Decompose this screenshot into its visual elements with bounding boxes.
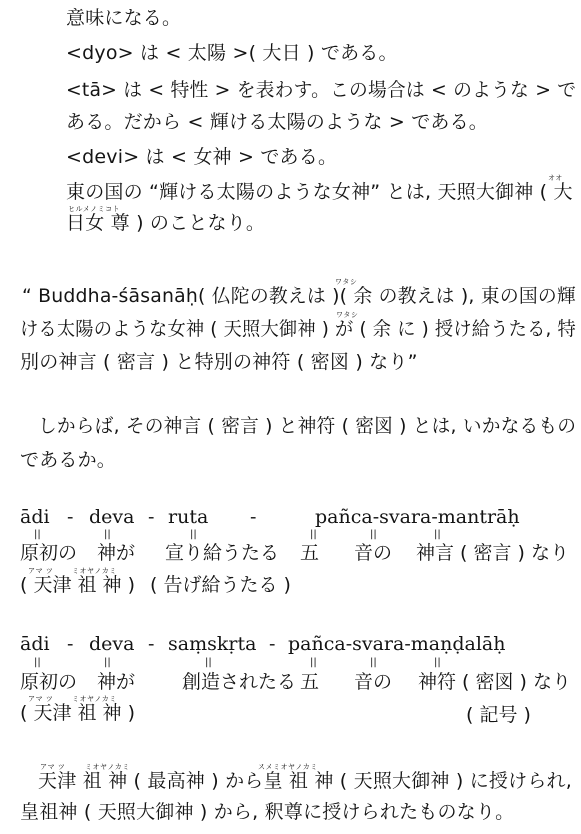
ruby-text: スメミオヤノカミ (258, 763, 318, 771)
equals-mark: || (205, 657, 212, 668)
gloss-sub: ( 記号 ) (466, 704, 531, 726)
ruby-text: アマ ツ (40, 763, 66, 771)
gloss-word: 音の (354, 542, 393, 564)
equals-mark: || (434, 657, 441, 668)
equals-mark: || (190, 529, 197, 540)
sanskrit-word: ādi (20, 506, 50, 528)
gloss-word: 神符 ( 密図 ) なり (418, 671, 571, 693)
sanskrit-dash: - (148, 633, 155, 655)
sanskrit-word: pañca-svara-mantrāḥ (315, 506, 520, 528)
ruby-text: ヒルメノミコト (68, 205, 121, 213)
gloss-word: 創造されたる (182, 671, 297, 693)
text-line: 天津 祖 神 ( 最高神 ) から皇 祖 神 ( 天照大御神 ) に授けられ, (38, 770, 572, 792)
equals-mark: || (310, 529, 317, 540)
ruby-text: オオ (548, 174, 563, 182)
gloss-word: 神言 ( 密言 ) なり (416, 542, 569, 564)
equals-mark: || (34, 657, 41, 668)
ruby-text: アマ ツ (28, 567, 54, 575)
text-line: 意味になる。 (66, 7, 182, 29)
text-line: 東の国の “輝ける太陽のような女神” とは, 天照大御神 ( 大 (66, 181, 573, 203)
text-line: しからば, その神言 ( 密言 ) と神符 ( 密図 ) とは, いかなるもの (38, 415, 577, 437)
text-line: 皇祖神 ( 天照大御神 ) から, 釈尊に授けられたものなり。 (20, 801, 515, 823)
ruby-text: アマ ツ (28, 695, 54, 703)
gloss-word: 原初の (20, 671, 78, 693)
gloss-sub: ( 天津 祖 神 ) (20, 574, 135, 596)
equals-mark: || (104, 529, 111, 540)
sanskrit-word: deva (89, 506, 135, 528)
text-line: <tā> は < 特性 > を表わす。この場合は < のような > で (66, 79, 577, 101)
ruby-text: ミオヤノカミ (72, 567, 117, 575)
gloss-word: 神が (97, 542, 136, 564)
sanskrit-dash: - (148, 506, 155, 528)
sanskrit-word: ruta (168, 506, 209, 528)
text-line: 日女 尊 ) のことなり。 (66, 212, 266, 234)
sanskrit-word: ādi (20, 633, 50, 655)
sanskrit-dash: - (67, 633, 74, 655)
equals-mark: || (34, 529, 41, 540)
gloss-word: 宣り給うたる (165, 542, 280, 564)
equals-mark: || (370, 529, 377, 540)
sanskrit-dash: - (67, 506, 74, 528)
ruby-text: ワタシ (336, 311, 359, 319)
gloss-word: 五 (300, 671, 320, 693)
text-line: <dyo> は < 太陽 >( 大日 ) である。 (66, 42, 398, 64)
text-line: <devi> は < 女神 > である。 (66, 146, 338, 168)
text-line: ける太陽のような女神 ( 天照大御神 ) が ( 余 に ) 授け給うたる, 特 (20, 318, 576, 340)
sanskrit-word: deva (89, 633, 135, 655)
text-line: “ Buddha-śāsanāḥ( 仏陀の教えは )( 余 の教えは ), 東の国の輝 (22, 285, 576, 307)
text-line: 別の神言 ( 密言 ) と特別の神符 ( 密図 ) なり” (20, 351, 418, 373)
equals-mark: || (370, 657, 377, 668)
sanskrit-word: pañca-svara-maṇḍalāḥ (288, 633, 506, 655)
sanskrit-dash: - (269, 633, 276, 655)
gloss-word: 五 (300, 542, 320, 564)
gloss-word: 音の (354, 671, 393, 693)
equals-mark: || (104, 657, 111, 668)
ruby-text: ワタシ (335, 278, 358, 286)
gloss-sub: ( 天津 祖 神 ) (20, 702, 135, 724)
equals-mark: || (310, 657, 317, 668)
text-line: であるか。 (20, 449, 117, 471)
text-line: ある。だから < 輝ける太陽のような > である。 (66, 111, 488, 133)
sanskrit-word: saṃskṛta (168, 633, 257, 655)
ruby-text: ミオヤノカミ (85, 763, 130, 771)
equals-mark: || (434, 529, 441, 540)
gloss-word: 神が (97, 671, 136, 693)
ruby-text: ミオヤノカミ (72, 695, 117, 703)
sanskrit-dash: - (250, 506, 257, 528)
gloss-word: 原初の (20, 542, 78, 564)
gloss-sub: ( 告げ給うたる ) (150, 574, 291, 596)
